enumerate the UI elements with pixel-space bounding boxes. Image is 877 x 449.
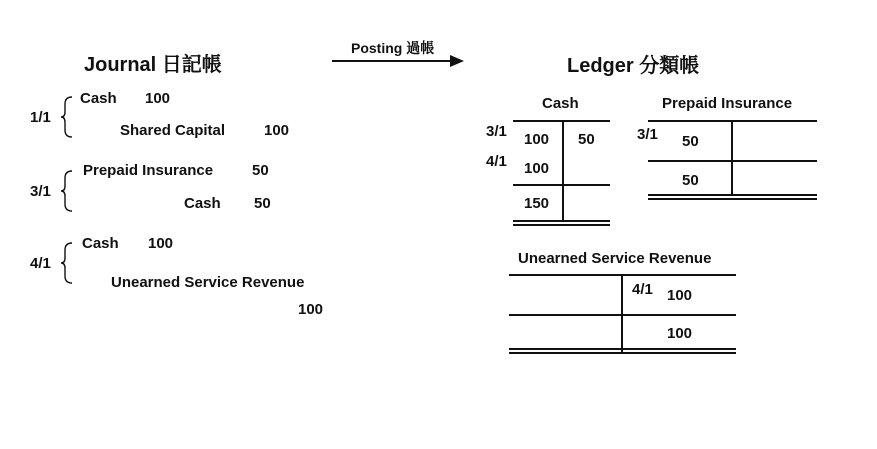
prepaid-center-line: [731, 120, 733, 196]
brace-icon: [61, 242, 73, 284]
journal-credit-amount-2: 50: [254, 195, 271, 212]
cash-balance: 150: [524, 195, 550, 212]
cash-double-line: [513, 220, 610, 226]
prepaid-date: 3/1: [637, 126, 658, 143]
journal-debit-amount-1: 100: [145, 90, 171, 107]
journal-credit-amount-1: 100: [264, 122, 290, 139]
journal-debit-account-3: Cash: [82, 235, 119, 252]
journal-credit-account-3: Unearned Service Revenue: [111, 274, 305, 291]
unearned-balance: 100: [667, 325, 693, 342]
brace-icon: [61, 170, 73, 212]
journal-debit-account-1: Cash: [80, 90, 117, 107]
posting-label: Posting 過帳: [351, 40, 435, 56]
ledger-title: Ledger 分類帳: [567, 55, 700, 77]
cash-debit-2: 100: [524, 160, 550, 177]
journal-debit-amount-3: 100: [148, 235, 174, 252]
unearned-double-line: [509, 348, 736, 354]
prepaid-account-name: Prepaid Insurance: [662, 95, 793, 112]
unearned-account-name: Unearned Service Revenue: [518, 250, 712, 267]
journal-credit-account-2: Cash: [184, 195, 221, 212]
journal-credit-amount-3: 100: [298, 301, 324, 318]
cash-date-1: 3/1: [486, 123, 507, 140]
journal-date-1: 1/1: [30, 109, 51, 126]
right-arrow-icon: [332, 54, 467, 68]
prepaid-subtotal-line: [648, 160, 817, 162]
journal-date-2: 3/1: [30, 183, 51, 200]
journal-title: Journal 日記帳: [84, 54, 222, 76]
journal-date-3: 4/1: [30, 255, 51, 272]
cash-date-2: 4/1: [486, 153, 507, 170]
unearned-credit: 100: [667, 287, 693, 304]
unearned-center-line: [621, 274, 623, 352]
cash-debit-1: 100: [524, 131, 550, 148]
prepaid-double-line: [648, 194, 817, 200]
cash-subtotal-line: [513, 184, 610, 186]
prepaid-balance: 50: [682, 172, 699, 189]
unearned-date: 4/1: [632, 281, 653, 298]
cash-center-line: [562, 120, 564, 222]
journal-credit-account-1: Shared Capital: [120, 122, 226, 139]
journal-debit-amount-2: 50: [252, 162, 269, 179]
prepaid-debit: 50: [682, 133, 699, 150]
unearned-subtotal-line: [509, 314, 736, 316]
cash-credit-1: 50: [578, 131, 595, 148]
cash-account-name: Cash: [542, 95, 579, 112]
journal-debit-account-2: Prepaid Insurance: [83, 162, 214, 179]
brace-icon: [61, 96, 73, 138]
